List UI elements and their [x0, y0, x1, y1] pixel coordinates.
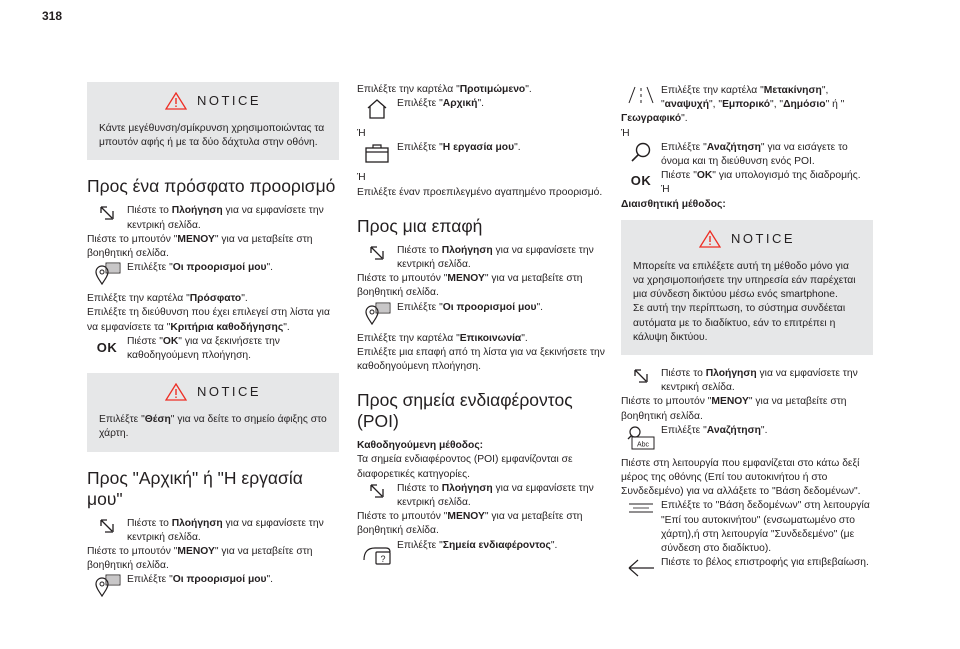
notice-text: Κάντε μεγέθυνση/σμίκρυνση χρησιμοποιώντας τα μπουτόν αφής ή με τα δύο δάχτυλα στην οθόνη.: [99, 123, 325, 149]
notice-box: [621, 220, 873, 355]
search-keyboard-icon: [626, 425, 656, 451]
map-pin-icon: [362, 302, 392, 326]
warning-triangle-icon: [165, 92, 187, 110]
navigation-arrow-icon: [633, 368, 649, 384]
search-icon: [630, 142, 652, 164]
briefcase-icon: [364, 142, 390, 164]
notice-box: [87, 82, 339, 160]
notice-text: Επιλέξτε "Θέση" για να δείτε το σημείο άφιξης στο χάρτη.: [99, 414, 327, 440]
section-heading: Προς σημεία ενδιαφέροντος (POI): [357, 390, 573, 432]
map-pin-icon: [92, 262, 122, 286]
notice-title: NOTICE: [730, 230, 796, 246]
column-1: NOTICE Κάντε μεγέθυνση/σμίκρυνση χρησιμοποιώντας τα μπουτόν αφής ή με τα δύο δάχτυλα στην οθόνη. Προς ένα πρόσφατο προορισμό Πιέστε το Πλοήγηση για να εμφανίσετε την κεντρική σελίδα. Πιέστε το μπουτόν "ΜΕΝΟΥ" για να μεταβείτε στη βοηθητική σελίδα. Επιλέξτε "Οι προορισμοί μου". Επιλέξτε την καρτέλα "Πρόσφατο". Επιλέξτε τη διεύθυνση που έχει επιλεγεί στη λίστα για να εμφανίσετε τα "Κριτήρια καθοδήγησης". OK Πιέστε "OK" για να ξεκινήσετε την καθοδηγούμενη πλοήγηση. NOTICE Επιλέξτε "Θέση" για να δείτε το σημείο άφιξης στο χάρτη. Προς "Αρχική" ή "Η εργασία μου" Πιέστε το Πλοήγηση για να εμφανίσετε την κεντρική σελίδα. Πιέστε το μπουτόν "ΜΕΝΟΥ" για να μεταβείτε στη βοηθητική σελίδα. Επιλέξτε "Οι προορισμοί μου".: [87, 82, 343, 598]
database-icon: [627, 500, 655, 516]
ok-icon: OK: [630, 173, 652, 189]
navigation-arrow-icon: [369, 245, 385, 261]
page-number: 318: [42, 9, 63, 23]
notice-text: Σε αυτή την περίπτωση, το σύστημα συνδέεται αυτόματα με το διαδίκτυο, εάν το επιτρέπει η κάλυψη δικτύου.: [633, 303, 846, 343]
navigation-arrow-icon: [369, 483, 385, 499]
svg-text:?: ?: [380, 553, 386, 564]
navigation-arrow-icon: [99, 518, 115, 534]
column-3: Επιλέξτε την καρτέλα "Μετακίνηση", "αναψυχή", "Εμπορικό", "Δημόσιο" ή " Γεωγραφικό". Ή Επιλέξτε "Αναζήτηση" για να εισάγετε το όνομα και τη διεύθυνση ενός POI. OK Πιέστε "OK" για υπολογισμό της διαδρομής. Ή Διαισθητική μέθοδος: NOTICE Μπορείτε να επιλέξετε αυτή τη μέθοδο μόνο για να χρησιμοποιήσετε την υπηρεσία εάν παρέχεται μια σύνδεση δικτύου μέσω ενός smartphone. Σε αυτή την περίπτωση, το σύστημα συνδέεται αυτόματα με το διαδίκτυο, εάν το επιτρέπει η κάλυψη δικτύου. Πιέστε το Πλοήγηση για να εμφανίσετε την κεντρική σελίδα. Πιέστε το μπουτόν "ΜΕΝΟΥ" για να μεταβείτε στη βοηθητική σελίδα. Abc Επιλέξτε "Αναζήτηση". Πιέστε στη λειτουργία που εμφανίζεται στο κάτω δεξί μέρος της οθόνης (Επί του αυτοκινήτου ή στο Συνδεδεμένο) για να αλλάξετε το "Βάση δεδομένων". Επιλέξτε το "Βάση δεδομένων" στη λειτουργία "Επί του αυτοκινήτου" (ενσωματωμένο στο χάρτη),ή στη λειτουργία "Συνδεδεμένο" (με σύνδεση στο διαδίκτυο). Πιέστε το βέλος επιστροφής για επιβεβαίωση.: [621, 84, 877, 579]
warning-triangle-icon: [699, 230, 721, 248]
warning-triangle-icon: [165, 383, 187, 401]
navigation-arrow-icon: [99, 205, 115, 221]
notice-text: Μπορείτε να επιλέξετε αυτή τη μέθοδο μόνο για να χρησιμοποιήσετε την υπηρεσία εάν παρέχεται μια σύνδεση δικτύου μέσω ενός smartphone.: [633, 260, 856, 301]
notice-box: [87, 373, 339, 451]
back-arrow-icon: [626, 557, 656, 579]
poi-icon: [362, 540, 392, 566]
road-category-icon: [626, 85, 656, 105]
section-heading: Προς μια επαφή: [357, 215, 483, 236]
column-2: Επιλέξτε την καρτέλα "Προτιμώμενο". Επιλέξτε "Αρχική". Ή Επιλέξτε "Η εργασία μου". Ή Επιλέξτε έναν προεπιλεγμένο αγαπημένο προορισμό. Προς μια επαφή Πιέστε το Πλοήγηση για να εμφανίσετε την κεντρική σελίδα. Πιέστε το μπουτόν "ΜΕΝΟΥ" για να μεταβείτε στη βοηθητική σελίδα. Επιλέξτε "Οι προορισμοί μου". Επιλέξτε την καρτέλα "Επικοινωνία". Επιλέξτε μια επαφή από τη λίστα για να ξεκινήσετε την καθοδηγούμενη πλοήγηση. Προς σημεία ενδιαφέροντος (POI) Καθοδηγούμενη μέθοδος: Τα σημεία ενδιαφέροντος (POI) εμφανίζονται σε διαφορετικές κατηγορίες. Πιέστε το Πλοήγηση για να εμφανίσετε την κεντρική σελίδα. Πιέστε το μπουτόν "ΜΕΝΟΥ" για να μεταβείτε στη βοηθητική σελίδα. ? Επιλέξτε "Σημεία ενδιαφέροντος".: [357, 83, 613, 566]
map-pin-icon: [92, 574, 122, 598]
section-heading: Προς "Αρχική" ή "Η εργασία μου": [87, 467, 303, 509]
notice-title: NOTICE: [196, 384, 262, 400]
home-icon: [365, 98, 389, 120]
section-heading: Προς ένα πρόσφατο προορισμό: [87, 176, 336, 197]
svg-text:Abc: Abc: [636, 441, 650, 449]
notice-title: NOTICE: [196, 92, 262, 108]
ok-icon: OK: [96, 339, 118, 355]
